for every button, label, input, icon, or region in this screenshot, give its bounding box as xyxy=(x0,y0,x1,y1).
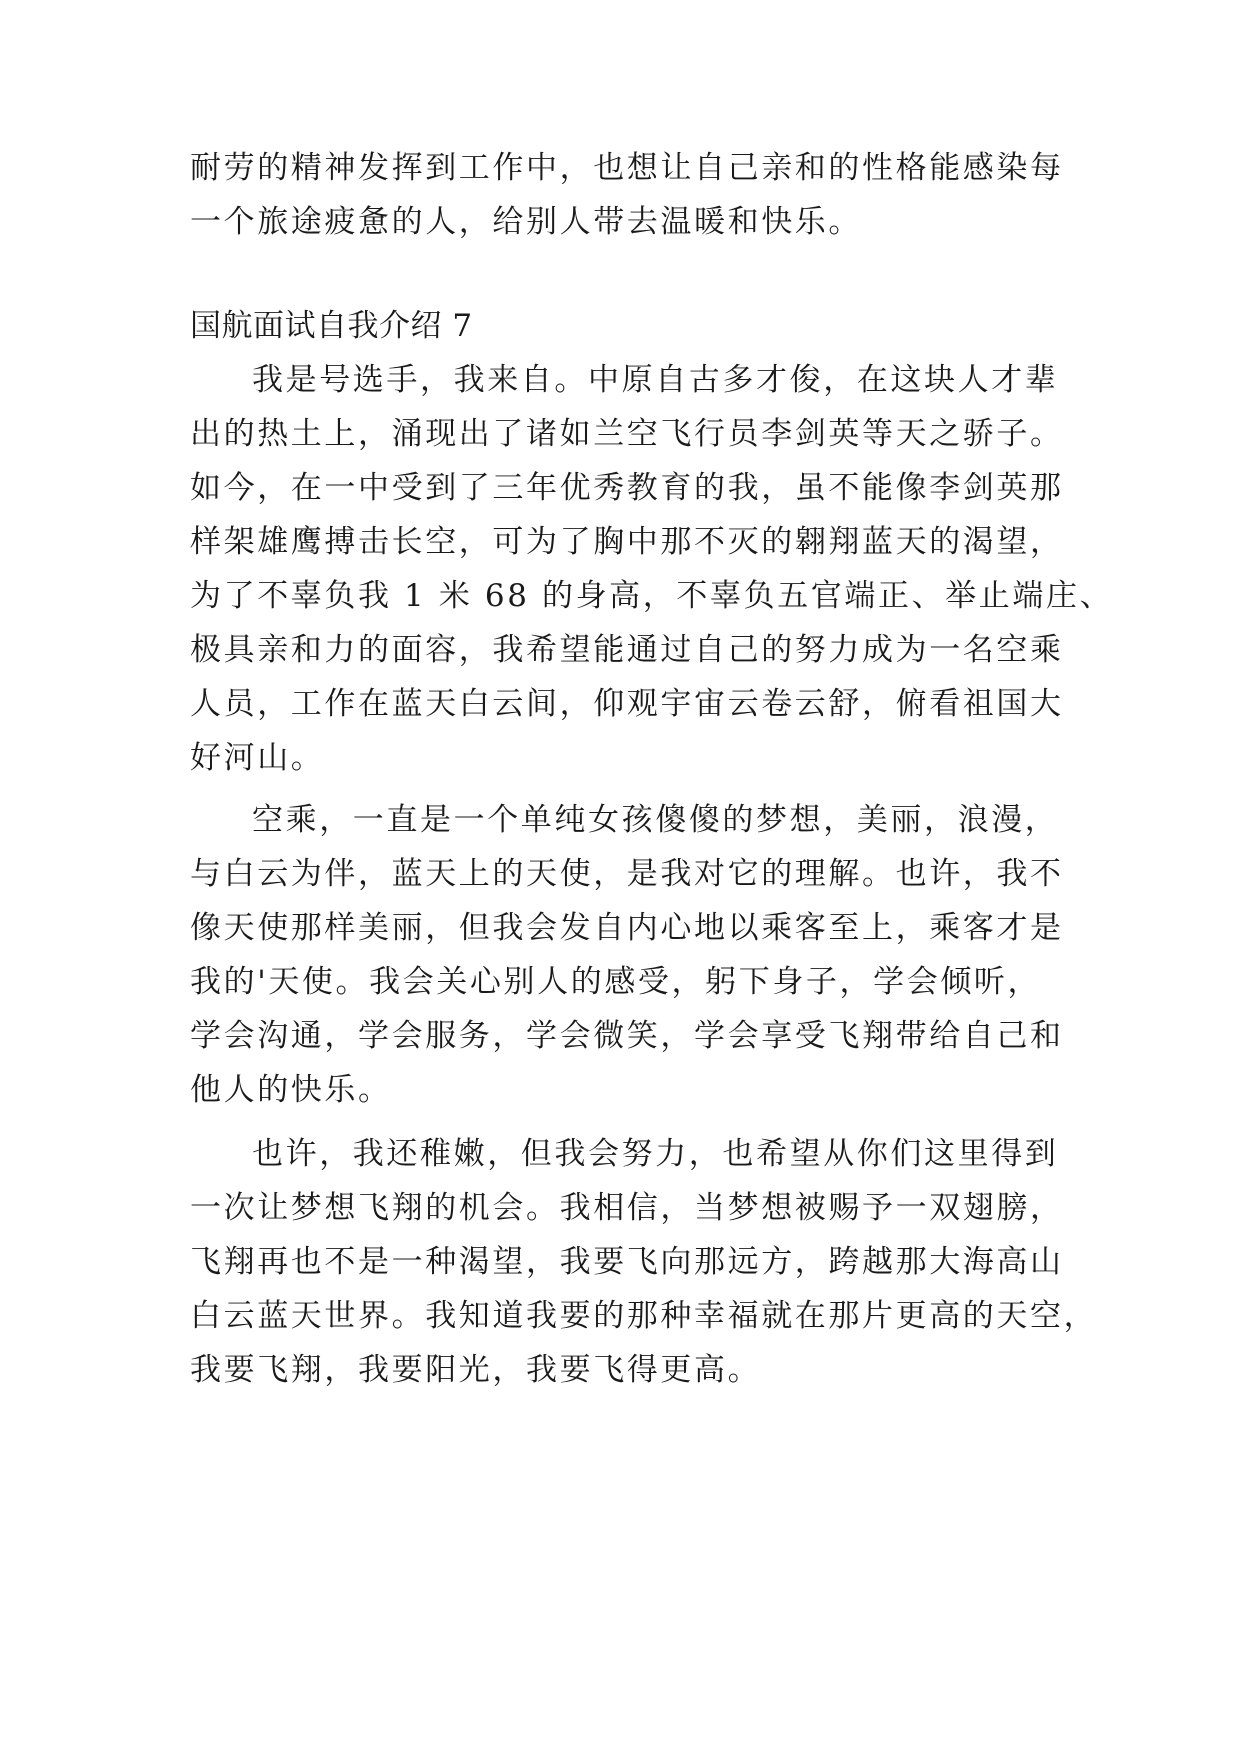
text-line: 出的热土上，涌现出了诸如兰空飞行员李剑英等天之骄子。 xyxy=(190,416,1064,452)
text-line: 一个旅途疲惫的人，给别人带去温暖和快乐。 xyxy=(190,204,862,240)
text-line: 也许，我还稚嫩，但我会努力，也希望从你们这里得到 xyxy=(252,1136,1059,1172)
text-line: 为了不辜负我 1 米 68 的身高，不辜负五官端正、举止端庄、 xyxy=(190,578,1114,614)
section-title: 国航面试自我介绍 7 xyxy=(190,308,473,344)
text-line: 飞翔再也不是一种渴望，我要飞向那远方，跨越那大海高山 xyxy=(190,1244,1064,1280)
text-line: 我的'天使。我会关心别人的感受，躬下身子，学会倾听， xyxy=(190,964,1042,1000)
text-line: 一次让梦想飞翔的机会。我相信，当梦想被赐予一双翅膀， xyxy=(190,1190,1064,1226)
text-line: 空乘，一直是一个单纯女孩傻傻的梦想，美丽，浪漫， xyxy=(252,802,1059,838)
text-line: 白云蓝天世界。我知道我要的那种幸福就在那片更高的天空， xyxy=(190,1298,1098,1334)
text-line: 耐劳的精神发挥到工作中，也想让自己亲和的性格能感染每 xyxy=(190,150,1064,186)
text-line: 样架雄鹰搏击长空，可为了胸中那不灭的翱翔蓝天的渴望， xyxy=(190,524,1064,560)
text-line: 他人的快乐。 xyxy=(190,1072,392,1108)
text-line: 人员，工作在蓝天白云间，仰观宇宙云卷云舒，俯看祖国大 xyxy=(190,686,1064,722)
text-line: 极具亲和力的面容，我希望能通过自己的努力成为一名空乘 xyxy=(190,632,1064,668)
text-line: 与白云为伴，蓝天上的天使，是我对它的理解。也许，我不 xyxy=(190,856,1064,892)
text-line: 好河山。 xyxy=(190,740,325,776)
text-line: 学会沟通，学会服务，学会微笑，学会享受飞翔带给自己和 xyxy=(190,1018,1064,1054)
text-line: 如今，在一中受到了三年优秀教育的我，虽不能像李剑英那 xyxy=(190,470,1064,506)
text-line: 我要飞翔，我要阳光，我要飞得更高。 xyxy=(190,1352,762,1388)
text-line: 我是号选手，我来自。中原自古多才俊，在这块人才辈 xyxy=(252,362,1059,398)
text-line: 像天使那样美丽，但我会发自内心地以乘客至上，乘客才是 xyxy=(190,910,1064,946)
